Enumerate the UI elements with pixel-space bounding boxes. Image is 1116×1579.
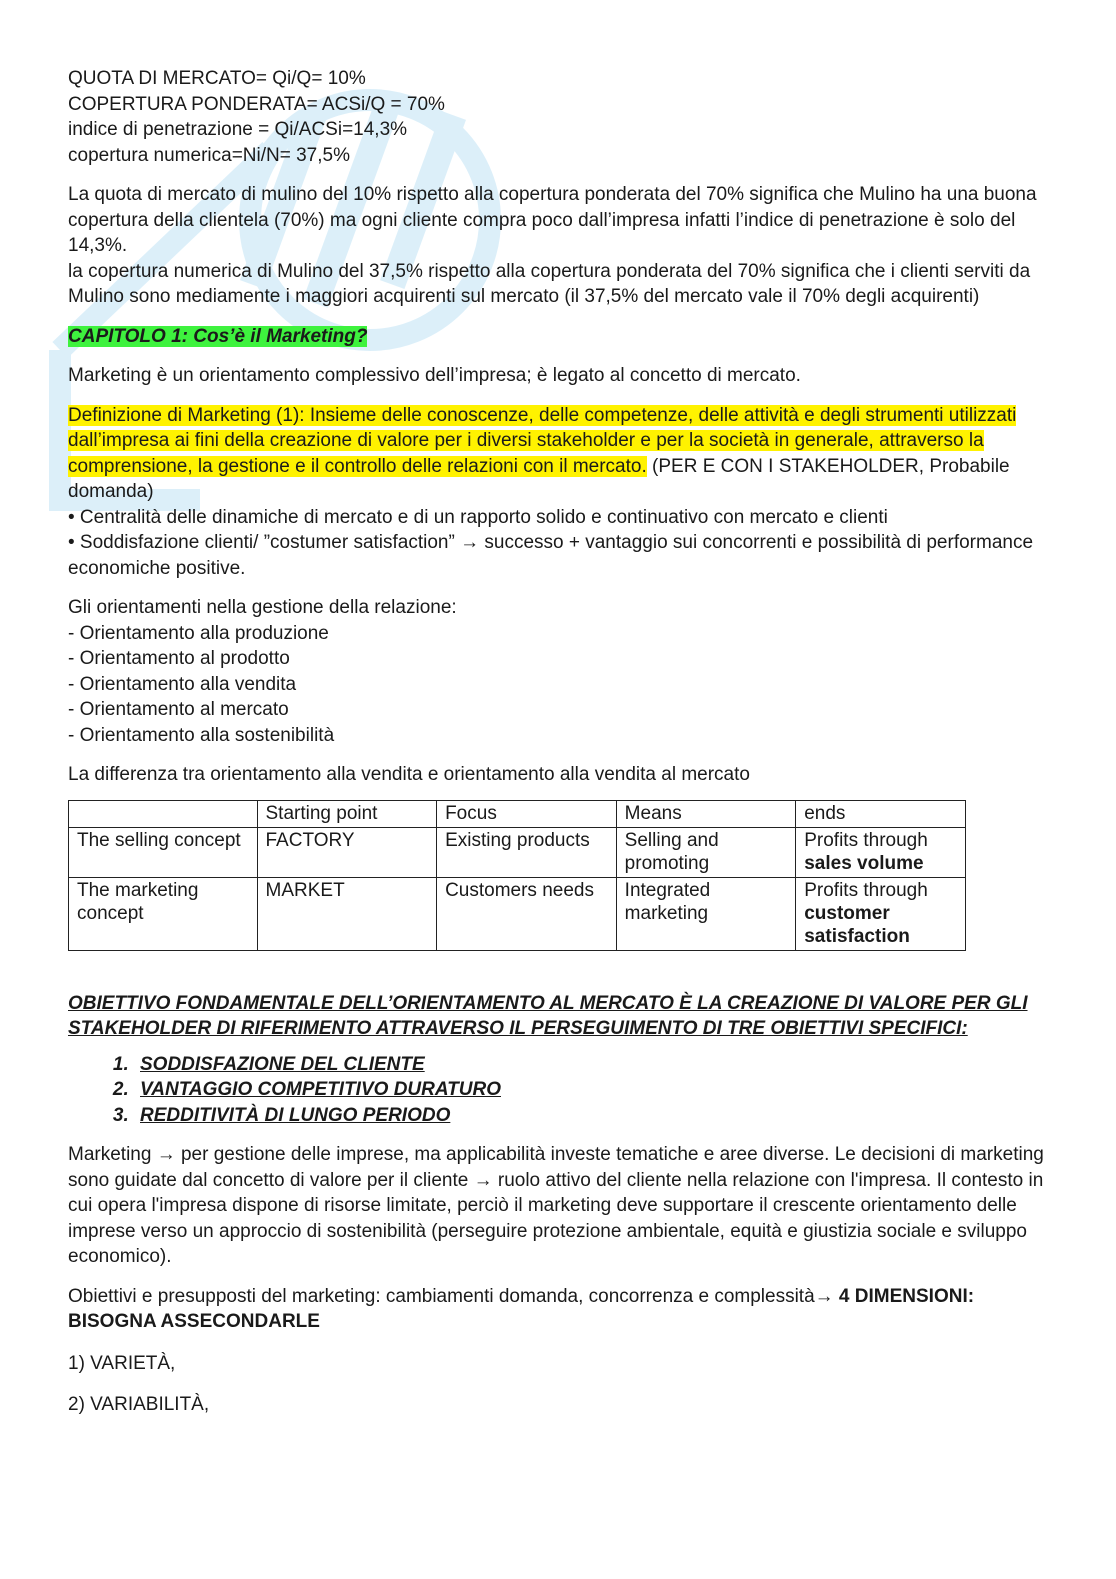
dimension-item: 2) VARIABILITÀ, bbox=[68, 1394, 210, 1415]
orientamenti-item: - Orientamento alla sostenibilità bbox=[68, 724, 335, 746]
table-cell: Customers needs bbox=[437, 877, 617, 950]
formula-copertura-ponderata: COPERTURA PONDERATA= ACSi/Q = 70% bbox=[68, 93, 445, 115]
ends-bold: sales volume bbox=[804, 852, 924, 874]
table-cell bbox=[796, 827, 966, 877]
concept-table bbox=[68, 800, 966, 951]
table-header-row bbox=[69, 800, 966, 827]
obiettivi-line bbox=[68, 1284, 1048, 1335]
difference-title: La differenza tra orientamento alla vendita e orientamento alla vendita al mercato bbox=[68, 764, 750, 785]
table-header-cell: ends bbox=[796, 800, 966, 827]
chapter-title: CAPITOLO 1: Cos’è il Marketing? bbox=[68, 325, 368, 347]
formula-quota: QUOTA DI MERCATO= Qi/Q= 10% bbox=[68, 68, 366, 89]
objective-label: REDDITIVITÀ DI LUNGO PERIODO bbox=[140, 1104, 451, 1126]
intro-paragraph: Marketing è un orientamento complessivo dell’impresa; è legato al concetto di mercato. bbox=[68, 365, 801, 386]
obiettivi-text: Obiettivi e presupposti del marketing: cambiamenti domanda, concorrenza e complessità bbox=[68, 1285, 815, 1307]
orientamenti-item: - Orientamento al mercato bbox=[68, 699, 289, 720]
list-item bbox=[134, 1103, 1048, 1129]
table-row bbox=[69, 877, 966, 950]
arrow-glyph: → bbox=[814, 1285, 834, 1307]
table-cell: Integrated marketing bbox=[616, 877, 796, 950]
formula-copertura-numerica: copertura numerica=Ni/N= 37,5% bbox=[68, 144, 350, 166]
table-header-cell bbox=[69, 800, 258, 827]
table-cell: The marketing concept bbox=[69, 877, 258, 950]
table-header-cell: Starting point bbox=[257, 800, 437, 827]
list-item bbox=[134, 1077, 1048, 1103]
definition-bullet: • Soddisfazione clienti/ ”costumer satisfaction” → successo + vantaggio sui concorrenti e possibilità di performance economiche positive. bbox=[68, 532, 1034, 579]
ends-bold: customer satisfaction bbox=[804, 902, 910, 947]
paragraph-copertura: la copertura numerica di Mulino del 37,5% rispetto alla copertura ponderata del 70% significa che i clienti serviti da Mulino sono mediamente i maggiori acquirenti sul mercato (il 37,5% del mercato vale il 70% degli acquirenti) bbox=[68, 260, 1031, 307]
objectives-list bbox=[68, 1052, 1048, 1129]
ends-prefix: Profits through bbox=[804, 879, 928, 901]
table-cell: FACTORY bbox=[257, 827, 437, 877]
table-cell bbox=[796, 877, 966, 950]
orientamenti-item: - Orientamento al prodotto bbox=[68, 648, 290, 669]
definition-paragraph bbox=[68, 403, 1048, 505]
table-header-cell: Focus bbox=[437, 800, 617, 827]
orientamenti-intro: Gli orientamenti nella gestione della relazione: bbox=[68, 597, 457, 618]
orientamenti-item: - Orientamento alla produzione bbox=[68, 622, 329, 644]
table-cell: Selling and promoting bbox=[616, 827, 796, 877]
ends-prefix: Profits through bbox=[804, 829, 928, 851]
marketing-paragraph: Marketing → per gestione delle imprese, ma applicabilità investe tematiche e aree diverse. Le decisioni di marketing sono guidate dal concetto di valore per il cliente → ruolo attivo del cliente nella relazione con l'impresa. Il contesto in cui opera l'impresa dispone di risorse limitate, perciò il marketing deve supportare il crescente orientamento delle imprese verso un approccio di sostenibilità (perseguire protezione ambientale, equità e giustizia sociale e sviluppo economico). bbox=[68, 1144, 1044, 1267]
obiettivi-bold: 4 DIMENSIONI: BISOGNA ASSECONDARLE bbox=[68, 1285, 975, 1332]
objective-label: SODDISFAZIONE DEL CLIENTE bbox=[140, 1053, 425, 1075]
document-page bbox=[68, 66, 1048, 1418]
table-cell: The selling concept bbox=[69, 827, 258, 877]
orientamenti-item: - Orientamento alla vendita bbox=[68, 673, 297, 695]
objective-heading: OBIETTIVO FONDAMENTALE DELL’ORIENTAMENTO AL MERCATO È LA CREAZIONE DI VALORE PER GLI STAKEHOLDER DI RIFERIMENTO ATTRAVERSO IL PERSEGUIMENTO DI TRE OBIETTIVI SPECIFICI: bbox=[68, 992, 1028, 1039]
paragraph-quota: La quota di mercato di mulino del 10% rispetto alla copertura ponderata del 70% significa che Mulino ha una buona copertura della clientela (70%) ma ogni cliente compra poco dall’impresa infatti l’indice di penetrazione è solo del 14,3%. bbox=[68, 184, 1037, 256]
list-item bbox=[134, 1052, 1048, 1078]
formula-indice-penetrazione: indice di penetrazione = Qi/ACSi=14,3% bbox=[68, 119, 408, 140]
table-header-cell: Means bbox=[616, 800, 796, 827]
table-row bbox=[69, 827, 966, 877]
table-cell: Existing products bbox=[437, 827, 617, 877]
dimension-item: 1) VARIETÀ, bbox=[68, 1352, 176, 1374]
table-cell: MARKET bbox=[257, 877, 437, 950]
definition-bullet: • Centralità delle dinamiche di mercato e di un rapporto solido e continuativo con mercato e clienti bbox=[68, 506, 888, 528]
definition-note: (PER E CON I STAKEHOLDER, Probabile domanda) bbox=[68, 455, 1010, 502]
definition-highlight: Definizione di Marketing (1): Insieme delle conoscenze, delle competenze, delle attività e degli strumenti utilizzati dall’impresa ai fini della creazione di valore per i diversi stakeholder e per la società in generale, attraverso la comprensione, la gestione e il controllo delle relazioni con il mercato. bbox=[68, 404, 1017, 477]
objective-label: VANTAGGIO COMPETITIVO DURATURO bbox=[140, 1079, 501, 1100]
